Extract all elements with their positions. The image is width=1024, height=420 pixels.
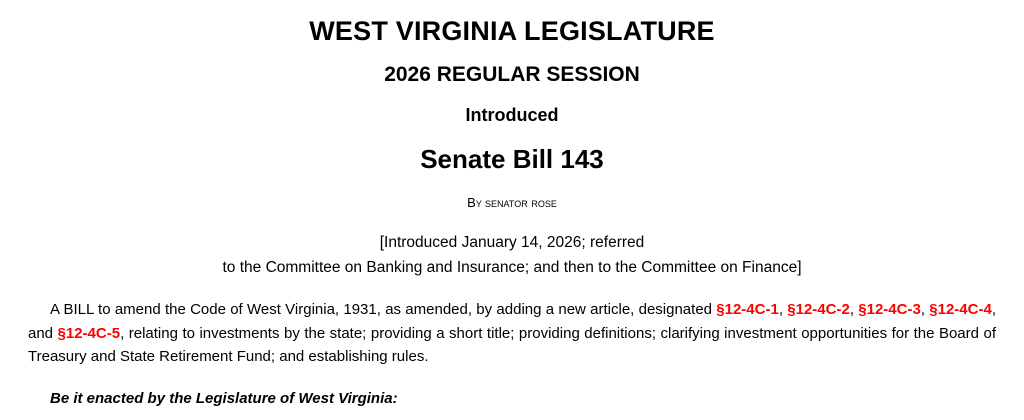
code-reference-4: §12-4C-4	[929, 301, 992, 319]
introduced-note-line-1: [Introduced January 14, 2026; referred	[379, 234, 645, 251]
session-title: 2026 REGULAR SESSION	[384, 63, 640, 86]
code-separator-3: ,	[920, 301, 930, 319]
legislature-title: WEST VIRGINIA LEGISLATURE	[309, 16, 715, 46]
bill-summary-segment-1: A BILL to amend the Code of West Virginia, 1931, as amended, by adding a new article, designated	[50, 301, 717, 319]
code-separator-1: ,	[778, 301, 788, 319]
code-reference-1: §12-4C-1	[716, 301, 779, 319]
bill-status: Introduced	[465, 105, 559, 125]
bill-number-title: Senate Bill 143	[420, 144, 604, 174]
enacting-clause: Be it enacted by the Legislature of West Virginia:	[50, 390, 398, 408]
byline-sponsor: senator rose	[485, 195, 557, 210]
code-separator-2: ,	[849, 301, 859, 319]
introduced-note-line-2: to the Committee on Banking and Insurance; and then to the Committee on Finance]	[222, 259, 802, 277]
byline	[28, 195, 996, 210]
code-separator-4: , and	[28, 301, 996, 342]
bill-summary-segment-2: , relating to investments by the state; providing a short title; providing definitions; clarifying investment opportunities for the Board of Treasury and State Retirement Fund; and establishing rules.	[28, 324, 996, 365]
introduced-note	[28, 230, 996, 280]
bill-summary-paragraph	[28, 298, 996, 368]
code-reference-2: §12-4C-2	[787, 301, 850, 319]
byline-prefix: By	[467, 195, 482, 210]
code-reference-5: §12-4C-5	[57, 324, 121, 342]
code-reference-3: §12-4C-3	[858, 301, 921, 319]
